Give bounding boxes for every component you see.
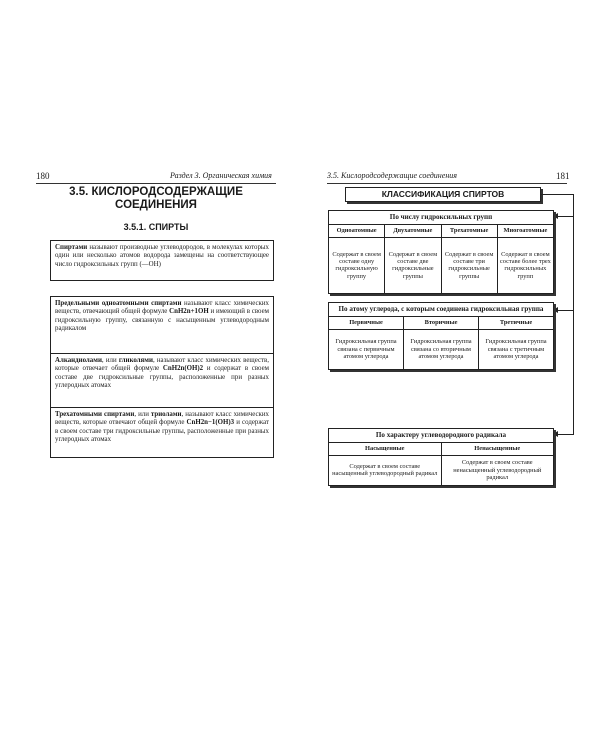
column-header: Вторичные [404,317,479,329]
header-rule-right [327,183,567,184]
table-cell: Содержат в своем составе три гидроксильные группы [441,237,497,293]
definition-box [50,240,274,281]
connector-branch-1 [557,216,573,217]
column-header: Ненасыщенные [441,443,554,455]
page-number-left: 180 [36,171,50,181]
column-header: Многоатомные [497,225,553,237]
table-cell: Гидроксильная группа связана со вторичным атомом углерода [404,329,479,369]
table-cell: Содержат в своем составе одну гидроксильную группу [329,237,385,293]
table-cell: Гидроксильная группа связана с третичным атомом углерода [479,329,554,369]
running-head-left: Раздел 3. Органическая химия [170,171,272,180]
page-number-right: 181 [556,171,570,181]
classification-table-by-radical [328,428,554,486]
definition-block-2: Алкандиолами, или гликолями, называют класс химических веществ, которые отвечает общей формуле CnH2n(OH)2 и содержат в своем составе две гидроксильные группы, расположенные при разных углеродных атомах [51,354,273,408]
classification-table-by-count [328,210,554,294]
definition-block-3: Трехатомными спиртами, или триолами, называют класс химических веществ, которые отвечают общей формуле CnH2n−1(OH)3 и содержат в своем составе три гидроксильные группы, расположенные при разных углеродных атомах [55,411,269,444]
table-header: По числу гидроксильных групп [329,211,554,225]
column-header: Двухатомные [385,225,441,237]
column-header: Насыщенные [329,443,442,455]
definition-text: Спиртами называют производные углеводородов, в молекулах которых один или несколько атомов водорода замещены на соответствующее число гидроксильных групп (—OH) [55,244,269,268]
header-rule-left [36,183,276,184]
table-header: По характеру углеводородного радикала [329,429,554,443]
table-cell: Содержат в своем составе насыщенный углеводородный радикал [329,455,442,485]
definition-block-1: Предельными одноатомными спиртами называют класс химических веществ, отвечающий общей формуле CnH2n+1OH и имеющий в своем гидроксильную группу, связанную с насыщенным углеводородным радикалом [51,297,273,354]
column-header: Одноатомные [329,225,385,237]
column-header: Трехатомные [441,225,497,237]
connector-vertical [573,194,574,435]
table-cell: Содержат в своем составе более трех гидроксильных групп [497,237,553,293]
formula-3: CnH2n−1(OH)3 [186,419,235,427]
diagram-title: КЛАССИФИКАЦИЯ СПИРТОВ [381,189,505,199]
diagram-title-box [345,187,541,202]
section-title: 3.5. КИСЛОРОДСОДЕРЖАЩИЕ СОЕДИНЕНИЯ [69,186,243,211]
running-head-right: 3.5. Кислородсодержащие соединения [327,171,458,180]
formula-2: CnH2n(OH)2 [162,365,204,373]
table-cell: Содержат в своем составе ненасыщенный углеводородный радикал [441,455,554,485]
subsection-title: 3.5.1. СПИРТЫ [123,222,189,232]
connector-branch-2 [557,310,573,311]
formula-1: CnH2n+1OH [169,308,209,316]
definitions-box [50,296,274,458]
table-cell: Содержат в своем составе две гидроксильные группы [385,237,441,293]
connector-top [541,194,573,195]
classification-table-by-carbon [328,302,554,370]
connector-branch-3 [557,434,573,435]
column-header: Третичные [479,317,554,329]
table-cell: Гидроксильная группа связана с первичным атомом углерода [329,329,404,369]
table-header: По атому углерода, с которым соединена гидроксильная группа [329,303,554,317]
column-header: Первичные [329,317,404,329]
